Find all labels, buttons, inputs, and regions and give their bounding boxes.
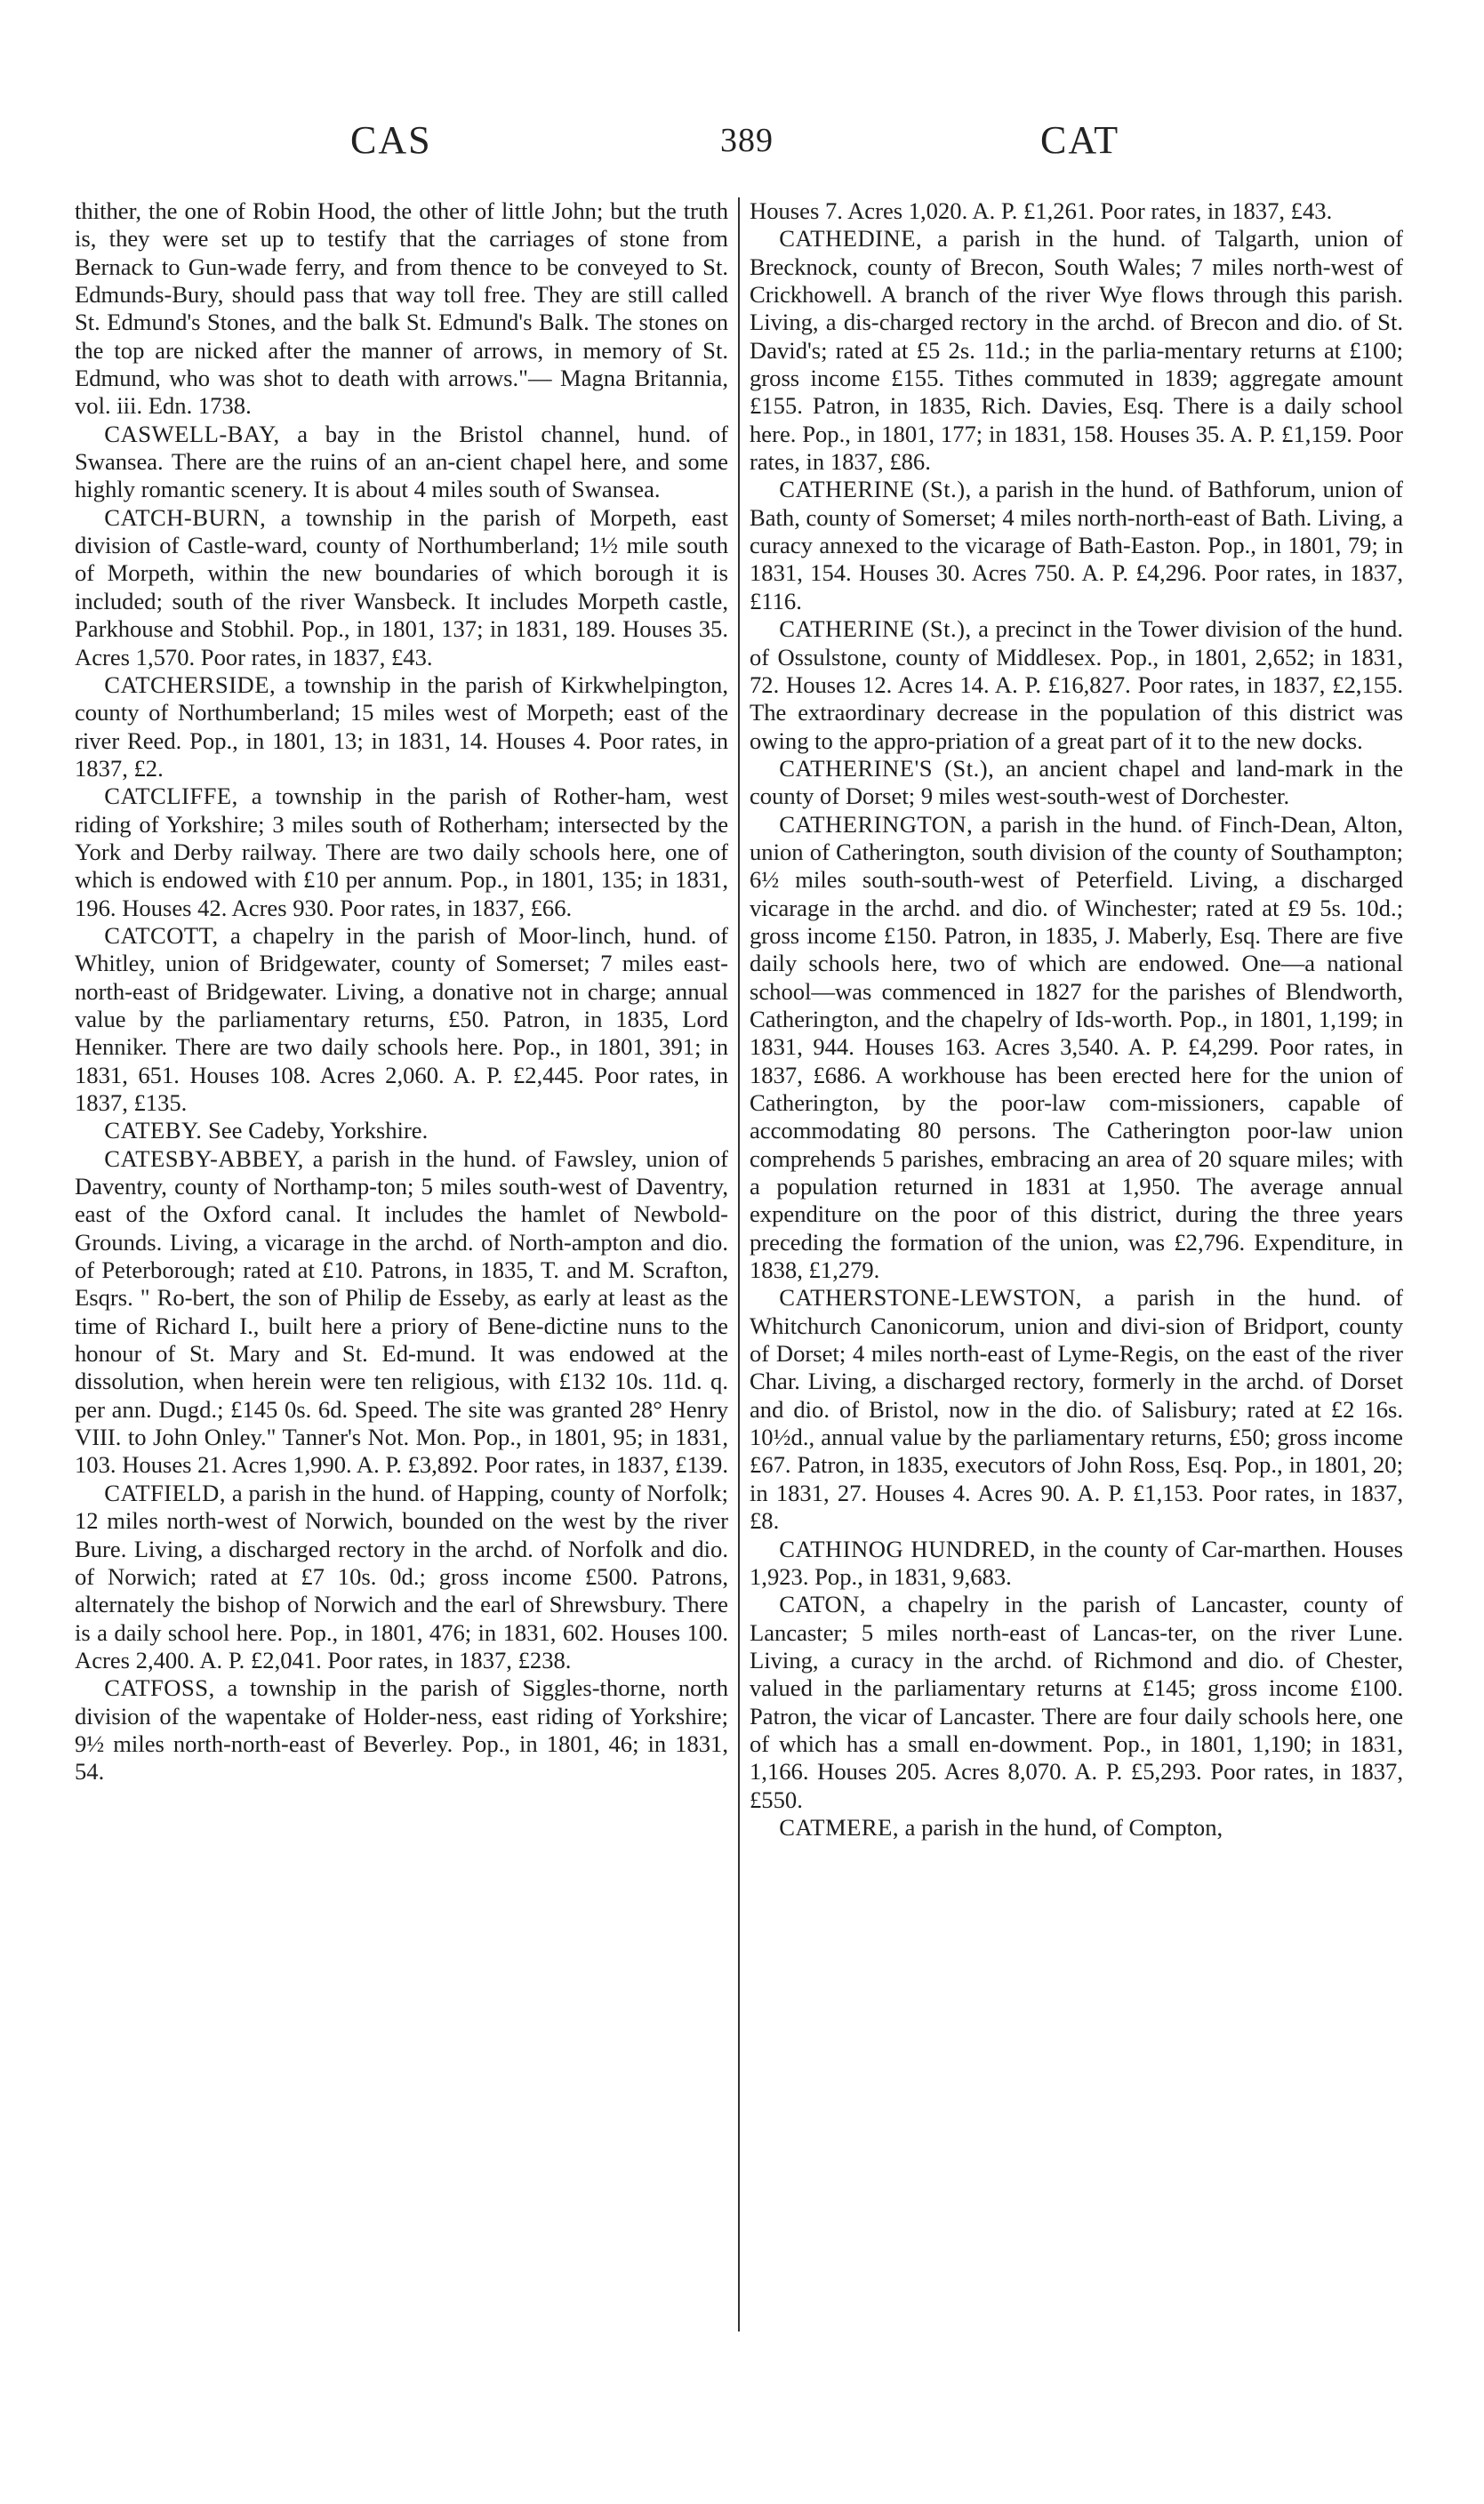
entry-headword: CATESBY-ABBEY,: [104, 1144, 304, 1172]
entry-catesby-abbey: CATESBY-ABBEY, a parish in the hund. of Fawsley, union of Daventry, county of Northamp-ton; 5 miles south-west of Daventry, east of the Oxford canal. It includes the hamlet of Newbold-Grounds. Living, a vicarage in the archd. of North-ampton and dio. of Peterborough; rated at £10. Patrons, in 1835, T. and M. Scrafton, Esqrs. " Ro-bert, the son of Philip de Esseby, as early at least as the time of Richard I., built here a priory of Bene-dictine nuns to the honour of St. Mary and St. Ed-mund. It was endowed at the dissolution, when herein were ten religious, with £132 10s. 11d. q. per ann. Dugd.; £145 0s. 6d. Speed. The site was granted 28° Henry VIII. to John Onley." Tanner's Not. Mon. Pop., in 1801, 95; in 1831, 103. Houses 21. Acres 1,990. A. P. £3,892. Poor rates, in 1837, £139.: [75, 1144, 728, 1479]
entry-caswell-bay: CASWELL-BAY, a bay in the Bristol channel, hund. of Swansea. There are the ruins of an an-cient chapel here, and some highly romantic scenery. It is about 4 miles south of Swansea.: [75, 420, 728, 503]
entry-cateby: CATEBY. See Cadeby, Yorkshire.: [104, 1117, 429, 1144]
entry-headword: CATMERE,: [779, 1813, 900, 1841]
entry-catfoss: CATFOSS, a township in the parish of Siggles-thorne, north division of the wapentake of Holder-ness, east riding of Yorkshire; 9½ miles north-north-east of Beverley. Pop., in 1801, 46; in 1831, 54.: [75, 1674, 728, 1786]
entry-headword: CATFIELD,: [104, 1479, 226, 1506]
running-header: [71, 114, 1413, 167]
entry-continuation: thither, the one of Robin Hood, the other of little John; but the truth is, they were set up to testify that the carriages of stone from Bernack to Gun-wade ferry, and from thence to be conveyed to St. Edmunds-Bury, should pass that way toll free. They are still called St. Edmund's Stones, and the balk St. Edmund's Balk. The stones on the top are nicked after the manner of arrows, in memory of St. Edmund, who was shot to death with arrows."— Magna Britannia, vol. iii. Edn. 1738.: [75, 197, 728, 420]
entry-caton: CATON, a chapelry in the parish of Lancaster, county of Lancaster; 5 miles north-east of Lancas-ter, on the river Lune. Living, a curacy in the archd. of Richmond and dio. of Chester, valued in the parliamentary returns at £145; gross income £100. Patron, the vicar of Lancaster. There are four daily schools here, one of which has a small en-dowment. Pop., in 1801, 1,190; in 1831, 1,166. Houses 205. Acres 8,070. A. P. £5,293. Poor rates, in 1837, £550.: [750, 1591, 1403, 1813]
entry-headword: CATEBY.: [104, 1117, 203, 1144]
entry-catherine-bathforum: CATHERINE (St.), a parish in the hund. of Bathforum, union of Bath, county of Somerset; 4 miles north-north-east of Bath. Living, a curacy annexed to the vicarage of Bath-Easton. Pop., in 1801, 79; in 1831, 154. Houses 30. Acres 750. A. P. £4,296. Poor rates, in 1837, £116.: [750, 476, 1403, 614]
entry-headword: CATCH-BURN,: [104, 503, 267, 531]
page-number: 389: [720, 122, 774, 159]
entry-catcott: CATCOTT, a chapelry in the parish of Moor-linch, hund. of Whitley, union of Bridgewater, county of Somerset; 7 miles east-north-east of Bridgewater. Living, a donative not in charge; annual value by the parliamentary returns, £50. Patron, in 1835, Lord Henniker. There are two daily schools here. Pop., in 1801, 391; in 1831, 651. Houses 108. Acres 2,060. A. P. £2,445. Poor rates, in 1837, £135.: [75, 921, 728, 1116]
entry-cathedine: CATHEDINE, a parish in the hund. of Talgarth, union of Brecknock, county of Brecon, South Wales; 7 miles north-west of Crickhowell. A branch of the river Wye flows through this parish. Living, a dis-charged rectory in the archd. of Brecon and dio. of St. David's; rated at £5 2s. 11d.; in the parlia-mentary returns at £100; gross income £155. Tithes commuted in 1839; aggregate amount £155. Patron, in 1835, Rich. Davies, Esq. There is a daily school here. Pop., in 1801, 177; in 1831, 158. Houses 35. A. P. £1,159. Poor rates, in 1837, £86.: [750, 225, 1403, 476]
entry-catcliffe: CATCLIFFE, a township in the parish of Rother-ham, west riding of Yorkshire; 3 miles south of Rotherham; intersected by the York and Derby railway. There are two daily schools here, one of which is endowed with £10 per annum. Pop., in 1801, 135; in 1831, 196. Houses 42. Acres 930. Poor rates, in 1837, £66.: [75, 782, 728, 921]
entry-headword: CASWELL-BAY,: [104, 420, 280, 447]
left-column: [75, 197, 728, 2474]
entry-catherines-chapel: CATHERINE'S (St.), an ancient chapel and land-mark in the county of Dorset; 9 miles west-south-west of Dorchester.: [750, 754, 1403, 810]
entry-catherine-tower: CATHERINE (St.), a precinct in the Tower division of the hund. of Ossulstone, county of Middlesex. Pop., in 1801, 2,652; in 1831, 72. Houses 12. Acres 14. A. P. £16,827. Poor rates, in 1837, £2,155. The extraordinary decrease in the population of this district was owing to the appro-priation of a great part of it to the new docks.: [750, 615, 1403, 754]
entry-catfield: CATFIELD, a parish in the hund. of Happing, county of Norfolk; 12 miles north-west of Norwich, bounded on the west by the river Bure. Living, a discharged rectory in the archd. of Norfolk and dio. of Norwich; rated at £7 10s. 0d.; gross income £500. Patrons, alternately the bishop of Norwich and the earl of Shrewsbury. There is a daily school here. Pop., in 1801, 476; in 1831, 602. Houses 100. Acres 2,400. A. P. £2,041. Poor rates, in 1837, £238.: [75, 1479, 728, 1673]
entry-catherington: CATHERINGTON, a parish in the hund. of Finch-Dean, Alton, union of Catherington, south division of the county of Southampton; 6½ miles south-south-west of Peterfield. Living, a discharged vicarage in the archd. and dio. of Winchester; rated at £9 5s. 10d.; gross income £150. Patron, in 1835, J. Maberly, Esq. There are five daily schools here, two of which are endowed. One—a national school—was commenced in 1827 for the parishes of Blendworth, Catherington, and the chapelry of Ids-worth. Pop., in 1801, 1,199; in 1831, 944. Houses 163. Acres 3,540. A. P. £4,299. Poor rates, in 1837, £686. A workhouse has been erected here for the union of Catherington, by the poor-law com-missioners, capable of accommodating 80 persons. The Catherington poor-law union comprehends 5 parishes, embracing an area of 20 square miles; with a population returned in 1831 at 1,950. The average annual expenditure on the poor of this district, during the three years preceding the formation of the union, was £2,796. Expenditure, in 1838, £1,279.: [750, 810, 1403, 1284]
entry-headword: CATHERINE (St.),: [779, 476, 972, 503]
entry-catcherside: CATCHERSIDE, a township in the parish of Kirkwhelpington, county of Northumberland; 15 miles west of Morpeth; east of the river Reed. Pop., in 1801, 13; in 1831, 14. Houses 4. Poor rates, in 1837, £2.: [75, 670, 728, 782]
entry-headword: CATFOSS,: [104, 1674, 215, 1702]
entry-cathinog-hundred: CATHINOG HUNDRED, in the county of Car-marthen. Houses 1,923. Pop., in 1831, 9,683.: [750, 1535, 1403, 1590]
entry-headword: CATHERINGTON,: [779, 810, 974, 838]
entry-headword: CATHERSTONE-LEWSTON,: [779, 1284, 1082, 1312]
entry-headword: CATHINOG HUNDRED,: [779, 1535, 1037, 1562]
entry-catmere: CATMERE, a parish in the hund, of Compton,: [779, 1813, 1223, 1841]
entry-headword: CATHERINE'S (St.),: [779, 754, 995, 782]
entry-headword: CATCLIFFE,: [104, 782, 238, 810]
entry-catherstone-lewston: CATHERSTONE-LEWSTON, a parish in the hund. of Whitchurch Canonicorum, union and divi-sion of Bridport, county of Dorset; 4 miles north-east of Lyme-Regis, on the east of the river Char. Living, a discharged rectory, formerly in the archd. of Dorset and dio. of Bristol, now in the dio. of Salisbury; rated at £2 16s. 10½d., annual value by the parliamentary returns, £50; gross income £67. Patron, in 1835, executors of John Ross, Esq. Pop., in 1801, 20; in 1831, 27. Houses 4. Acres 90. A. P. £1,153. Poor rates, in 1837, £8.: [750, 1284, 1403, 1535]
header-right-guideword: CAT: [1040, 118, 1120, 162]
header-left-guideword: CAS: [350, 118, 432, 162]
entry-headword: CATCHERSIDE,: [104, 670, 277, 698]
entry-headword: CATHERINE (St.),: [779, 615, 972, 643]
column-divider: [738, 197, 740, 2331]
entry-continuation: Houses 7. Acres 1,020. A. P. £1,261. Poor rates, in 1837, £43.: [750, 197, 1333, 224]
entry-headword: CATHEDINE,: [779, 225, 923, 253]
entry-headword: CATON,: [779, 1591, 867, 1618]
entry-catch-burn: CATCH-BURN, a township in the parish of Morpeth, east division of Castle-ward, county of Northumberland; 1½ mile south of Morpeth, within the new boundaries of which borough it is included; south of the river Wansbeck. It includes Morpeth castle, Parkhouse and Stobhil. Pop., in 1801, 137; in 1831, 189. Houses 35. Acres 1,570. Poor rates, in 1837, £43.: [75, 503, 728, 670]
right-column: [750, 197, 1403, 2474]
entry-headword: CATCOTT,: [104, 921, 219, 949]
